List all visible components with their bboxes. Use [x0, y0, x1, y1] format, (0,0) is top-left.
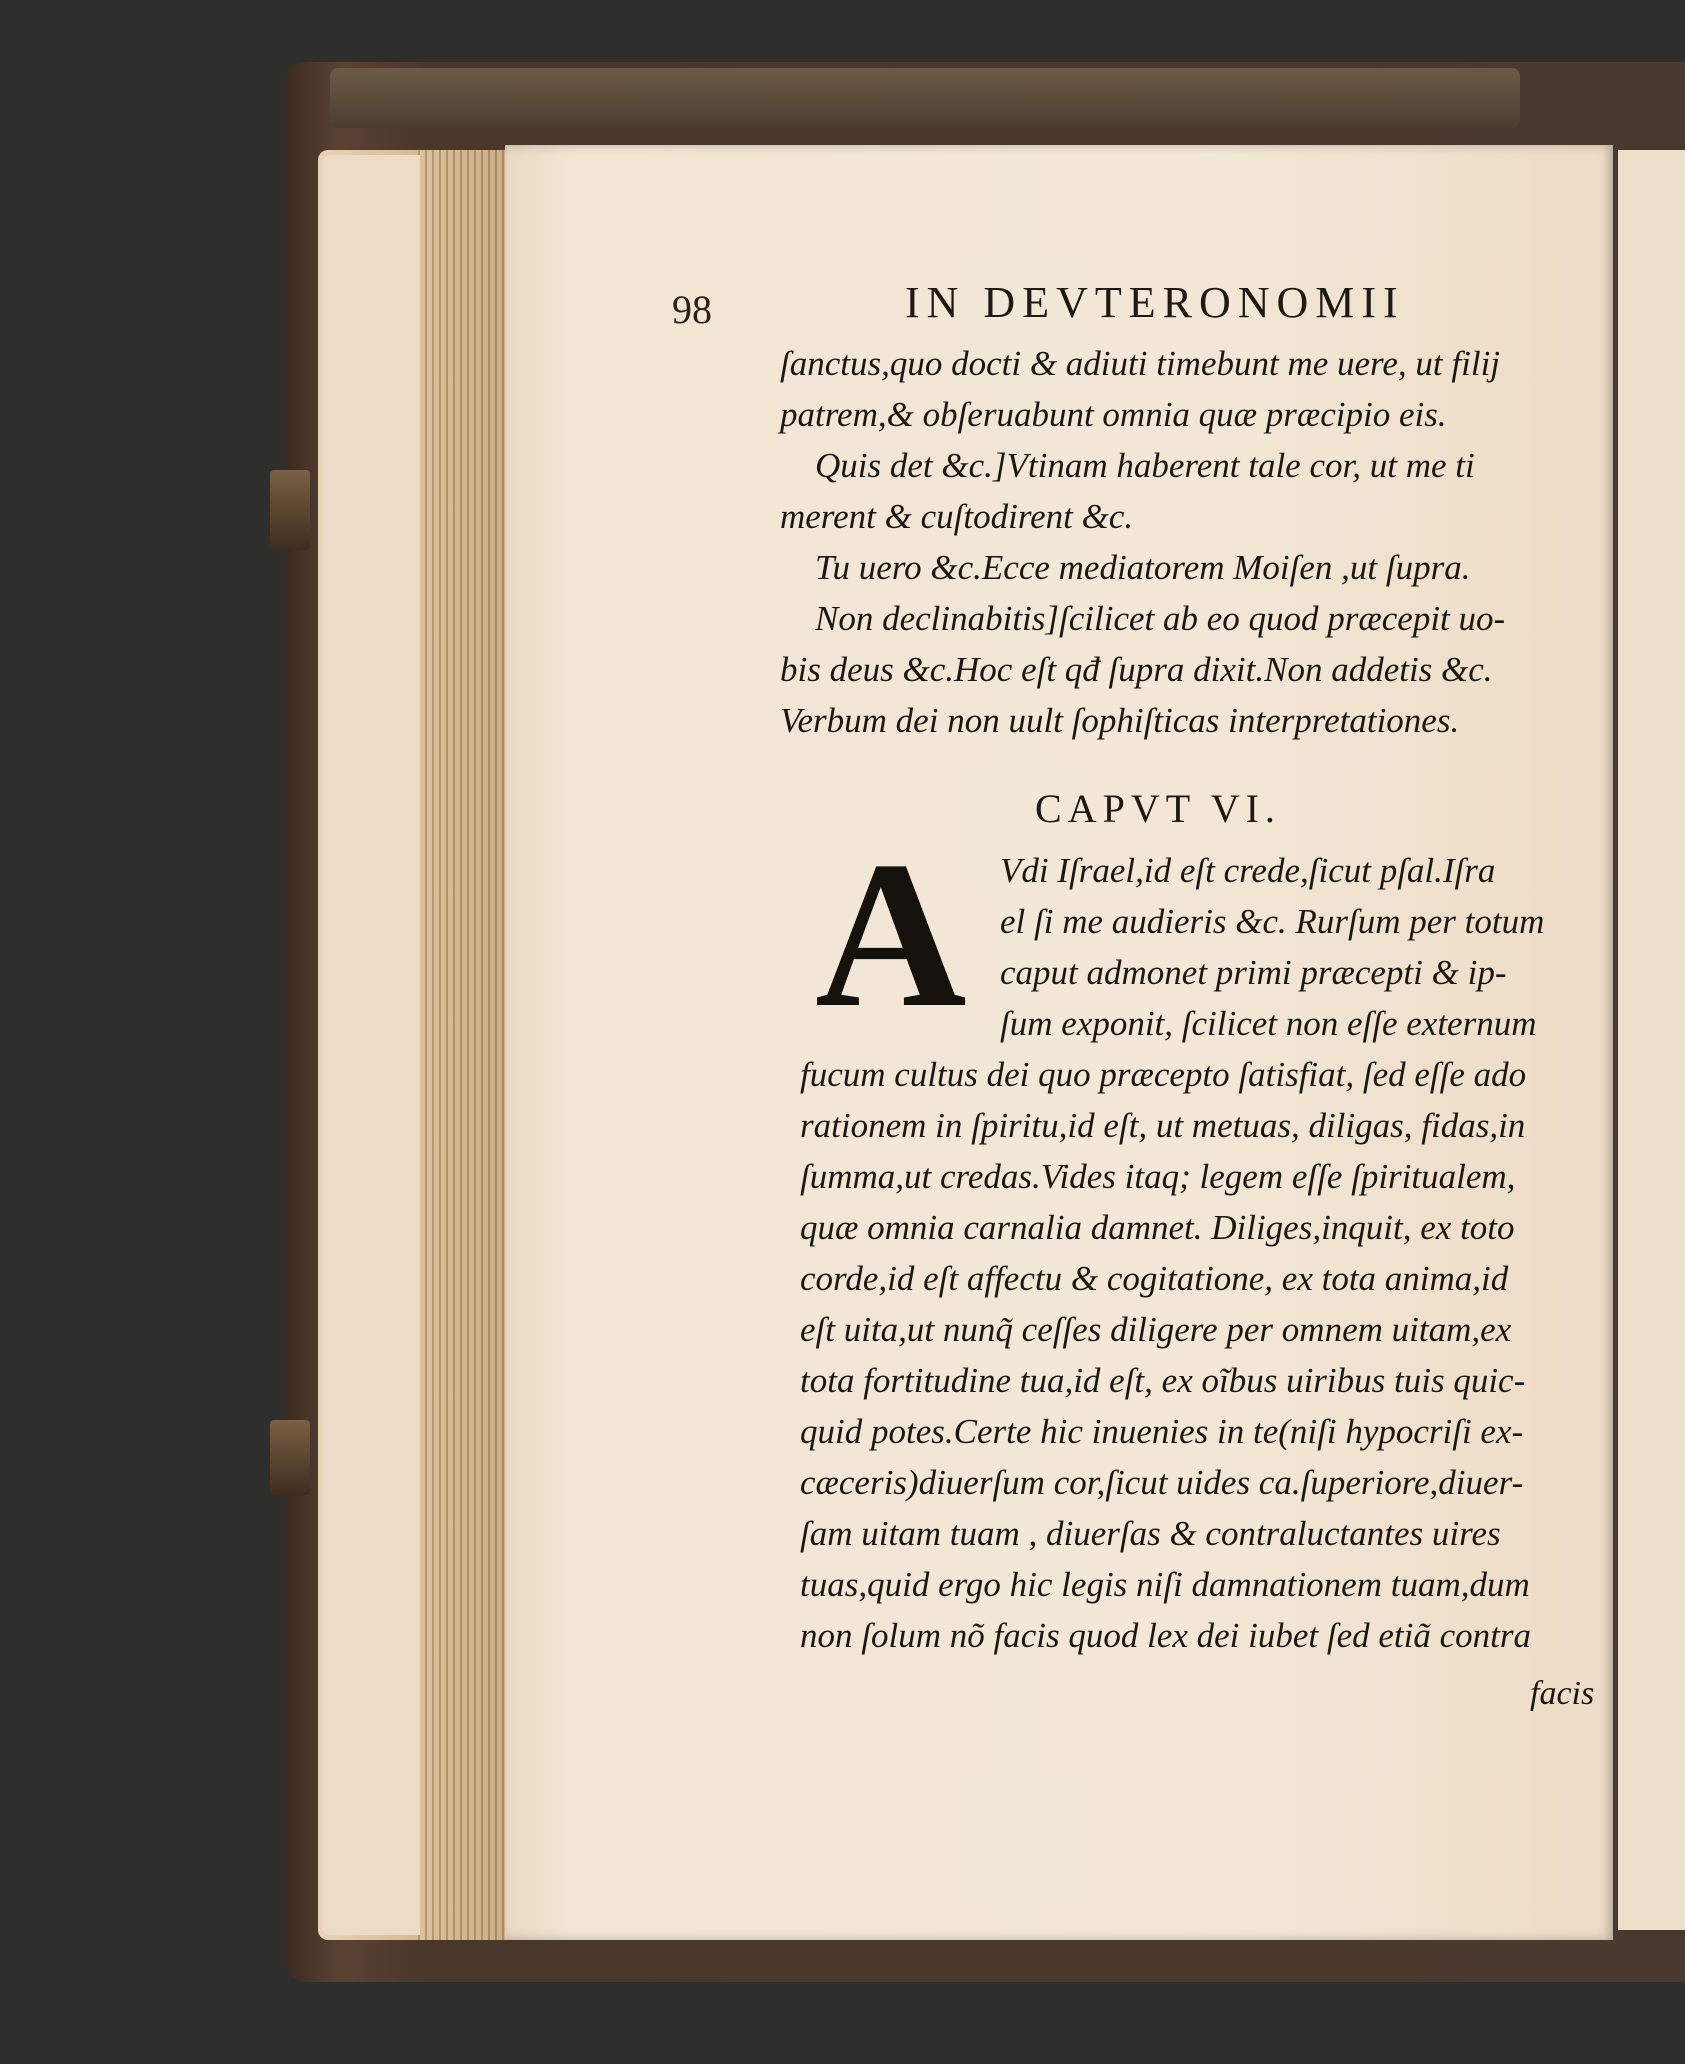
text-line: Verbum dei non uult ſophiſticas interpretationes. — [780, 701, 1460, 740]
catchword: facis — [1530, 1675, 1595, 1712]
folio-number: 98 — [672, 287, 712, 332]
text-line: Quis det &c.]Vtinam haberent tale cor, ut me ti — [815, 446, 1475, 485]
text-line: ſanctus,quo docti & adiuti timebunt me uere, ut filij — [780, 344, 1501, 383]
text-line: quæ omnia carnalia damnet. Diliges,inquit, ex toto — [800, 1208, 1515, 1247]
text-line: ſum exponit, ſcilicet non eſſe externum — [1000, 1004, 1537, 1043]
text-line: tuas,quid ergo hic legis niſi damnationem tuam,dum — [800, 1565, 1530, 1604]
drop-cap: A — [815, 819, 967, 1051]
running-head: IN DEVTERONOMII — [905, 278, 1405, 327]
text-line: el ſi me audieris &c. Rurſum per totum — [1000, 902, 1545, 941]
left-flyleaf — [322, 155, 420, 1935]
text-line: non ſolum nõ facis quod lex dei iubet ſed etiã contra — [800, 1616, 1531, 1655]
clasp-top — [270, 470, 310, 550]
text-line: bis deus &c.Hoc eſt qđ ſupra dixit.Non addetis &c. — [780, 650, 1493, 689]
text-line: merent & cuſtodirent &c. — [780, 497, 1134, 536]
text-line: eſt uita,ut nunq̃ ceſſes diligere per omnem uitam,ex — [800, 1310, 1512, 1349]
text-line: ſam uitam tuam , diuerſas & contraluctantes uires — [800, 1514, 1501, 1553]
text-line: fucum cultus dei quo præcepto ſatisfiat, ſed eſſe ado — [800, 1055, 1527, 1094]
text-line: patrem,& obſeruabunt omnia quæ præcipio eis. — [780, 395, 1447, 434]
text-line: caput admonet primi præcepti & ip- — [1000, 953, 1507, 992]
text-line: quid potes.Certe hic inuenies in te(niſi hypocriſi ex- — [800, 1412, 1524, 1451]
text-line: corde,id eſt affectu & cogitatione, ex tota anima,id — [800, 1259, 1509, 1298]
text-line: cæceris)diuerſum cor,ſicut uides ca.ſuperiore,diuer- — [800, 1463, 1524, 1502]
chapter-heading: CAPVT VI. — [1035, 786, 1281, 831]
text-line: ſumma,ut credas.Vides itaq; legem eſſe ſpiritualem, — [800, 1157, 1516, 1196]
text-line: rationem in ſpiritu,id eſt, ut metuas, diligas, fidas,in — [800, 1106, 1526, 1145]
text-line: Vdi Iſrael,id eſt crede,ſicut pſal.Iſra — [1000, 851, 1496, 890]
text-line: Tu uero &c.Ecce mediatorem Moiſen ,ut ſupra. — [815, 548, 1471, 587]
clasp-bottom — [270, 1420, 310, 1495]
text-line: tota fortitudine tua,id eſt, ex oĩbus uiribus tuis quic- — [800, 1361, 1526, 1400]
text-line: Non declinabitis]ſcilicet ab eo quod præcepit uo- — [815, 599, 1506, 638]
facing-page — [1618, 150, 1685, 1930]
book-spine-edge — [330, 68, 1520, 128]
